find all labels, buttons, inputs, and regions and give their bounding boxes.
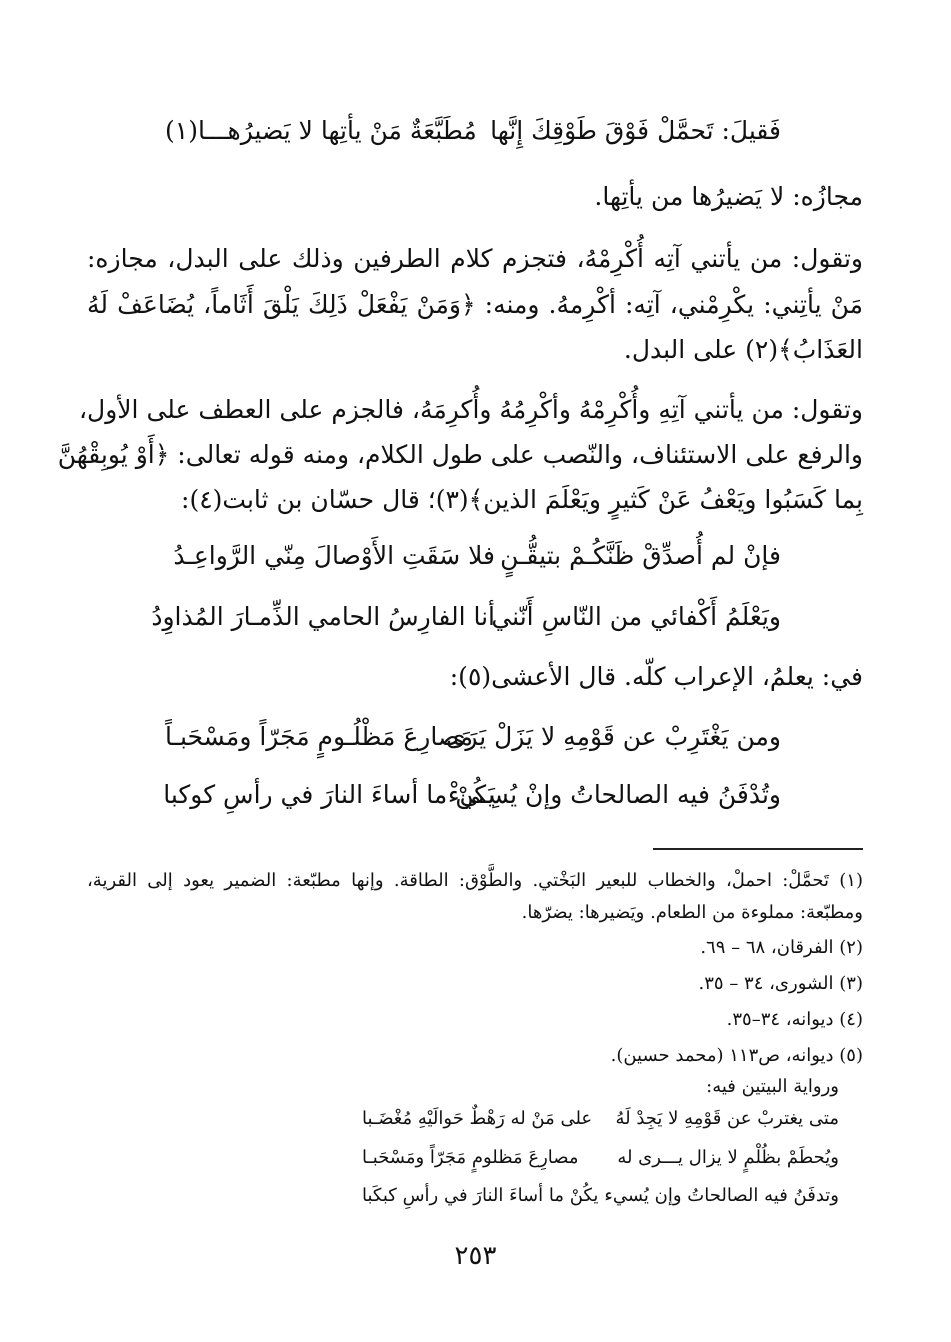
page-number: ٢٥٣: [454, 1241, 497, 1271]
paragraph-2-line-3: العَذَابُ﴾(٢) على البدل.: [623, 335, 863, 364]
footnote-5-verse-1-first-hemistich: متى يغتربْ عن قَوْمِهِ لا يَجِدْ لَهُ: [615, 1108, 839, 1129]
paragraph-3-line-3: بِما كَسَبُوا ويَعْفُ عَنْ كَثيرٍ ويَعْلَمَ الذين﴾(٣)؛ قال حسّان بن ثابت(٤):: [181, 485, 863, 514]
footnote-5-verse-3-second-hemistich: يكُنْ ما أساءَ النارَ في رأسِ كبكَبا: [362, 1185, 599, 1206]
footnote-5-verse-2-first-hemistich: ويُحطَمْ بظُلْمٍ لا يزال يـــرى له: [617, 1147, 839, 1168]
footnote-1-line-1: (١) تَحمَّلْ: احملْ، والخطاب للبعير البَخْتي. والطَّوْق: الطاقة. وإنها مطبّعة: الضمير يعود إلى القرية،: [87, 870, 863, 891]
verse-1-first-hemistich: فَقيلَ: تَحمَّلْ فَوْقَ طَوْقِكَ إِنَّها: [490, 116, 781, 145]
paragraph-3-line-1: وتقول: من يأتني آتِهِ وأُكْرِمْهُ وأكْرِمُهُ وأُكرِمَهُ، فالجزم على العطف على الأول،: [78, 395, 863, 424]
footnote-1-line-2: ومطبّعة: مملوءة من الطعام. ويَضيرها: يضرّها.: [521, 902, 863, 923]
verse-3-second-hemistich: أنا الفارِسُ الحامي الذِّمـارَ المُذاوِدُ: [151, 602, 495, 631]
footnote-4: (٤) ديوانه، ٣٤–٣٥.: [726, 1009, 863, 1030]
verse-1-second-hemistich: مُطَبَّعَةٌ مَنْ يأتِها لا يَضيرُهـــا(١): [165, 116, 477, 145]
paragraph-3-line-2: والرفع على الاستئناف، والنّصب على طول الكلام، ومنه قوله تعالى: ﴿أَوْ يُوبِقْهُنَّ: [57, 440, 863, 469]
footnote-5-verse-1-second-hemistich: على مَنْ له رَهْطٌ حَوالَيْهِ مُغْضَـبا: [362, 1108, 593, 1129]
footnote-3: (٣) الشورى، ٣٤ – ٣٥.: [698, 973, 863, 994]
footnote-5-verse-3-first-hemistich: وتدفَنُ فيه الصالحاتُ وإن يُسيء: [604, 1185, 839, 1206]
verse-5-second-hemistich: يَكُنْ ما أساءَ النارَ في رأسِ كوكبا: [163, 780, 495, 809]
footnote-5: (٥) ديوانه، ص١١٣ (محمد حسين).: [610, 1045, 863, 1066]
paragraph-2-line-2: مَنْ يأتِني: يكْرِمْني، آتِه: أكْرِمهُ. ومنه: ﴿وَمَنْ يَفْعَلْ ذَلِكَ يَلْقَ أَثَاماً، يُضَاعَفْ لَهُ: [87, 290, 863, 319]
paragraph-1-line-1: مجازُه: لا يَضيرُها من يأتِها.: [594, 182, 863, 211]
verse-4-first-hemistich: ومن يَغْتَرِبْ عن قَوْمِهِ لا يَزَلْ يَرَى: [445, 722, 781, 751]
footnote-separator: [653, 848, 863, 850]
verse-2-first-hemistich: فإنْ لم أُصدِّقْ ظَنَّكُـمْ بتيقُّـنٍ: [500, 541, 781, 570]
paragraph-2-line-1: وتقول: من يأتني آتِه أُكْرِمْهُ، فتجزم كلام الطرفين وذلك على البدل، مجازه:: [87, 244, 863, 273]
verse-3-first-hemistich: ويَعْلَمُ أَكْفائي من النّاسِ أَنّني: [491, 602, 781, 631]
paragraph-4-line-1: في: يعلمُ، الإعراب كلّه. قال الأعشى(٥):: [449, 662, 863, 691]
verse-4-second-hemistich: مَصارِعَ مَظْلُـومٍ مَجَرّاً ومَسْحَبـاً: [165, 722, 474, 751]
verse-5-first-hemistich: وتُدْفَنُ فيه الصالحاتُ وإنْ يُسِـيءْ: [447, 780, 781, 809]
footnote-2: (٢) الفرقان، ٦٨ – ٦٩.: [700, 937, 863, 958]
footnote-5-verse-2-second-hemistich: مصارِعَ مَظلومٍ مَجَرّاً ومَسْحَبـا: [362, 1147, 579, 1168]
footnote-5-intro: ورواية البيتين فيه:: [706, 1076, 839, 1097]
verse-2-second-hemistich: فلا سَقَتِ الأَوْصالَ مِنّي الرَّواعِـدُ: [173, 541, 495, 570]
